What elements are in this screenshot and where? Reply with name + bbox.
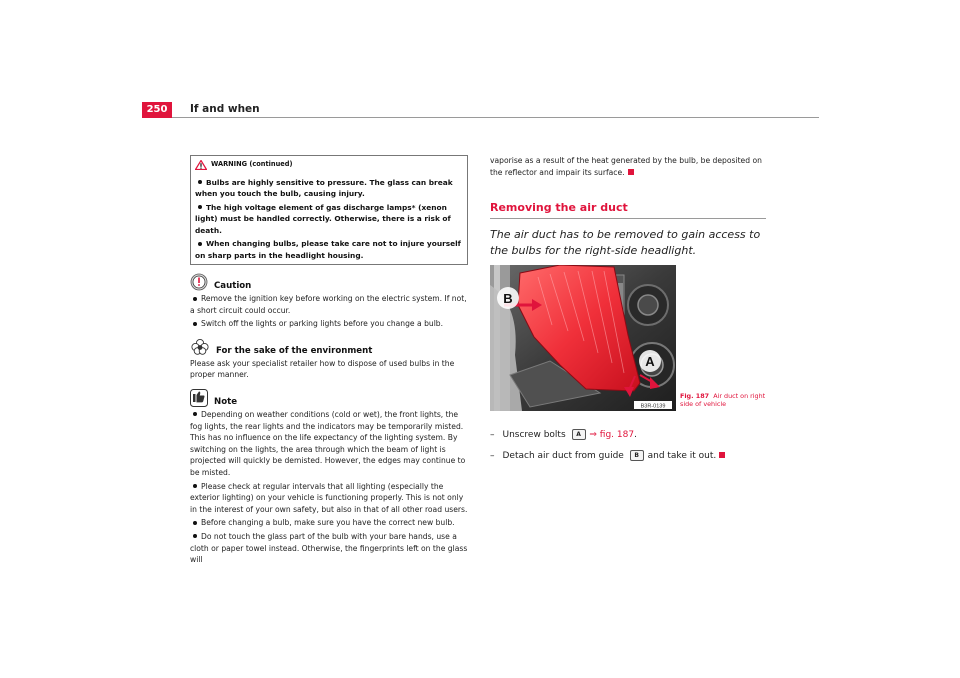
figure-link[interactable]: ⇒ fig. 187 — [589, 430, 635, 441]
environment-section — [190, 338, 468, 381]
caution-section — [190, 273, 468, 330]
warning-item: The high voltage element of gas discharge lamps* (xenon light) must be handled correctly. Otherwise, there is a risk of death. — [195, 202, 451, 235]
note-item: Before changing a bulb, make sure you have the correct new bulb. — [190, 517, 468, 529]
right-column — [490, 155, 766, 467]
section-heading: Removing the air duct — [490, 201, 766, 219]
flower-icon — [190, 338, 210, 356]
figure-number: Fig. 187 — [680, 392, 710, 401]
figure-caption — [680, 392, 770, 408]
end-of-section-mark — [628, 169, 634, 175]
warning-box — [190, 155, 468, 265]
page-number: 250 — [142, 102, 172, 118]
caution-icon — [190, 273, 208, 291]
note-item: Depending on weather conditions (cold or wet), the front lights, the fog lights, the rear lights and the indicators may be temporarily misted. This has no influence on the life expectancy of the lighting system. By switching on the lights, the area through which the beam of light is projected will quickly be demisted. However, the edges may continue to be misted. — [190, 409, 466, 477]
caution-item: Remove the ignition key before working on the electric system. If not, a short circuit could occur. — [190, 294, 467, 315]
warning-title — [195, 159, 463, 171]
note-hand-icon — [190, 389, 208, 407]
running-head: If and when — [190, 103, 260, 115]
section-lead: The air duct has to be removed to gain access to the bulbs for the right-side headlight. — [490, 228, 761, 257]
continuation-text: vaporise as a result of the heat generated by the bulb, be deposited on the reflector and impair its surface. — [490, 156, 762, 177]
callout-a: A — [572, 429, 586, 440]
figure-label-a: A — [645, 354, 655, 370]
caution-item: Switch off the lights or parking lights before you change a bulb. — [190, 318, 468, 330]
left-column — [190, 155, 468, 566]
note-heading — [190, 389, 468, 407]
figure-187 — [490, 265, 766, 411]
warning-title-text: WARNING (continued) — [211, 160, 293, 168]
environment-heading — [190, 338, 468, 356]
warning-item: Bulbs are highly sensitive to pressure. The glass can break when you touch the bulb, causing injury. — [195, 177, 453, 198]
step-1: – Unscrew bolts A ⇒ fig. 187. — [490, 430, 637, 441]
header-rule — [172, 117, 819, 118]
note-title: Note — [214, 396, 238, 407]
note-item: Do not touch the glass part of the bulb with your bare hands, use a cloth or paper towel instead. Otherwise, the fingerprints left on the glass will — [190, 531, 468, 565]
air-duct-photo — [490, 265, 676, 411]
callout-b: B — [630, 450, 644, 461]
end-of-section-mark — [719, 452, 725, 458]
figure-label-b: B — [503, 291, 513, 307]
step-2: – Detach air duct from guide B and take it out. — [490, 446, 766, 467]
caution-title: Caution — [214, 281, 252, 291]
figure-caption-text: Air duct on right side of vehicle — [680, 392, 766, 409]
environment-text: Please ask your specialist retailer how to dispose of used bulbs in the proper manner. — [190, 358, 455, 380]
caution-heading — [190, 273, 468, 291]
warning-triangle-icon — [195, 160, 207, 170]
figure-code: B3R-0139 — [640, 403, 666, 410]
warning-item: When changing bulbs, please take care not to injure yourself on sharp parts in the headlight housing. — [195, 239, 461, 260]
note-section — [190, 389, 468, 566]
environment-title: For the sake of the environment — [216, 345, 373, 356]
note-item: Please check at regular intervals that all lighting (especially the exterior lighting) on your vehicle is functioning properly. This is not only in the interest of your own safety, but also in that of all other road users. — [190, 481, 468, 514]
instruction-steps — [490, 425, 766, 467]
